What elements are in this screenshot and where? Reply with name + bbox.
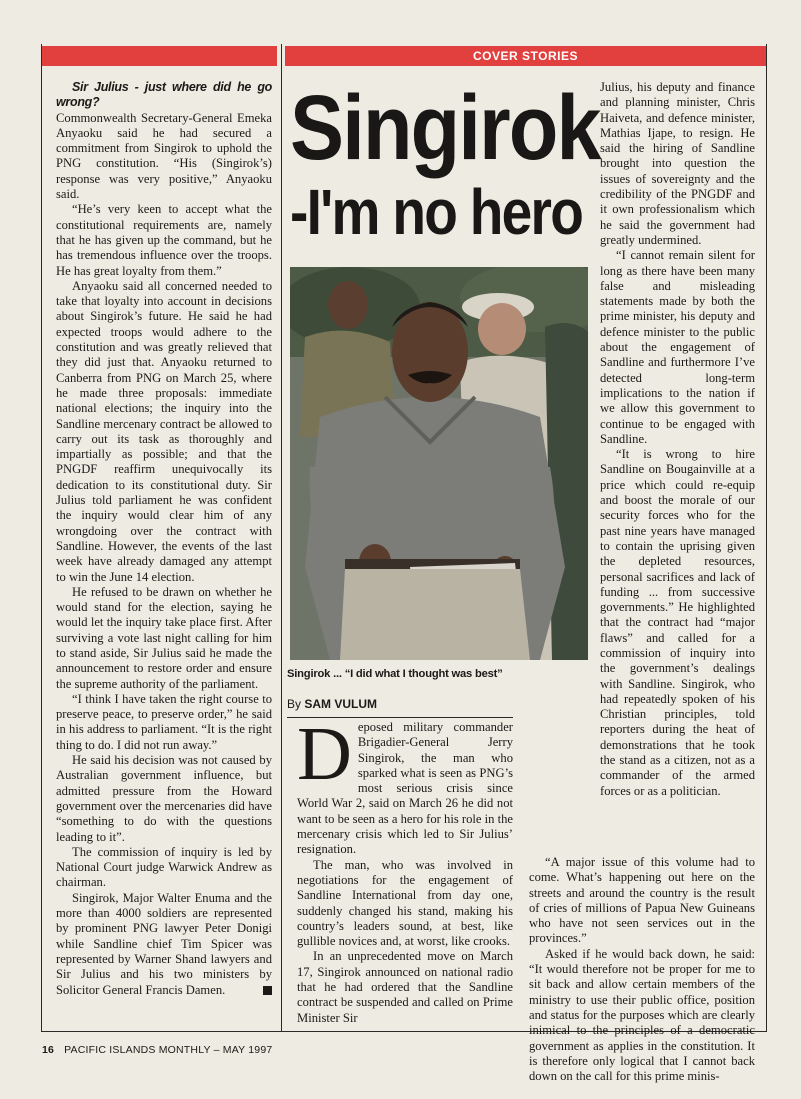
right-lower-column (529, 855, 755, 1084)
right-paragraph: “A major issue of this volume had to come. What’s happening out here on the streets and around the country is the result of cries of millions of Papua New Guineans who have not seen services out in the provinces.” (529, 855, 755, 946)
left-column (56, 80, 272, 998)
middle-paragraph: In an unprecedented move on March 17, Singirok announced on national radio that he had ordered that the Sandline contract be suspended and called on Prime Minister Sir (297, 949, 513, 1025)
left-paragraph: The commission of inquiry is led by National Court judge Warwick Andrew as chairman. (56, 844, 272, 890)
left-paragraph: “I think I have taken the right course to preserve peace, to preserve order,” he said in his address to parliament. “It is the right thing to do. I did not run away.” (56, 691, 272, 752)
right-paragraph: “It is wrong to hire Sandline on Bougainville at a price which could re-equip and boost the morale of our security forces who for the past nine years have managed to contain the uprising given the depleted resources, personal sacrifices and lack of funding ... from successive governments.” He highlighted that the contract had “major flaws” and called for a commission of inquiry into the government’s dealings with Sandline. Singirok, who had repeatedly spoken of his Christian principles, told reporters during the heat of demonstrations that he took the stand as a citizen, not as a commander of the armed forces or as a politician. (600, 447, 755, 798)
left-paragraph: “He’s very keen to accept what the constitutional requirements are, namely that he has given up the command, but he has tremendous influence over the troops. He has great loyalty from them.” (56, 202, 272, 278)
left-paragraph (56, 891, 272, 998)
right-border-rule (766, 44, 767, 1032)
left-border-rule (41, 44, 42, 1032)
left-paragraph: He refused to be drawn on whether he would stand for the election, saying he would let the inquiry take place first. After surviving a vote last night calling for him to stand aside, Sir Julius said he made the announcement to restore order and ensure the supreme authority of the parliament. (56, 584, 272, 691)
middle-paragraph-text: eposed military commander Brigadier-General Jerry Singirok, the man who sparked what is seen as PNG’s most serious crisis since World War 2, said on March 26 he did not want to be seen as a hero for his role in the mercenary crisis which led to Sir Julius’ resignation. (297, 720, 513, 857)
left-red-bar (42, 46, 277, 66)
byline-prefix: By (287, 697, 302, 711)
section-label: COVER STORIES (473, 49, 578, 63)
cover-photo (290, 267, 588, 660)
left-paragraph: Commonwealth Secretary-General Emeka Anyaoku said he had secured a commitment from Singirok to uphold the PNG constitution. “His (Singirok’s) response was very positive,” Anyaoku said. (56, 110, 272, 202)
middle-paragraph: The man, who was involved in negotiations for the engagement of Sandline International from day one, suddenly changed his stand, making his country’s leaders sound, at best, like gullible novices and, at worst, like crooks. (297, 857, 513, 949)
right-paragraph: “I cannot remain silent for long as there have been many false and misleading statements made by both the prime minister, his deputy and defence minister to the public about the engagement of Sandline and furthermore I’ve detected long-term implications to the nation if we allow this government to continue to be engaged with Sandline. (600, 248, 755, 446)
left-paragraph-text: Singirok, Major Walter Enuma and the more than 4000 soldiers are represented by prominent PNG lawyer Peter Donigi while Sandline chief Tim Spicer was represented by Warner Shand lawyers and Sir Julius and his two ministers by Solicitor General Francis Damen. (56, 890, 272, 997)
left-paragraph: He said his decision was not caused by Australian government influence, but admitted pressure from the Howard government over the mercenaries did have “something to do with the questions leading to it”. (56, 753, 272, 844)
page-number: 16 (42, 1044, 55, 1056)
byline-author: SAM VULUM (304, 697, 378, 711)
drop-cap: D (297, 712, 352, 796)
page-footer (42, 1044, 272, 1056)
middle-paragraph (297, 712, 513, 858)
section-header-bar (285, 46, 766, 66)
photo-illustration (290, 267, 588, 660)
right-paragraph: Asked if he would back down, he said: “It would therefore not be proper for me to sit back and allow certain members of the ministry to use their public office, position and status for the purposes which are clearly inimical to the principles of a democratic government as applies in the constitution. It is therefore only logical that I cannot back down on the call for this prime minis- (529, 946, 755, 1084)
middle-column (297, 712, 513, 1026)
headline-main: Singirok (290, 77, 600, 179)
publication-line: PACIFIC ISLANDS MONTHLY – MAY 1997 (64, 1044, 273, 1056)
headline (290, 77, 600, 248)
column-divider-rule (281, 44, 282, 1032)
headline-sub: -I'm no hero (290, 176, 583, 248)
right-column (600, 80, 755, 799)
right-paragraph: Julius, his deputy and finance and planning minister, Chris Haiveta, and defence minister, Mathias Ijape, to resign. He said the hiring of Sandline brought into question the issues of sovereignty and the credibility of the PNGDF and it own professionalism which he said the government had greatly undermined. (600, 80, 755, 247)
left-paragraph: Anyaoku said all concerned needed to take that loyalty into account in decisions about Singirok’s future. He said he had expected troops would adhere to the constitution and was greatly relieved that they did just that. Anyaoku returned to Canberra from PNG on March 25, where he made three proposals: immediate national elections; the inquiry into the Sandline mercenary contract be allowed to carry out its task as thoroughly and impartially as possible; and that the PNGDF reaffirm unequivocally its dedication to its constitutional duty. Sir Julius told parliament he was confident the inquiry would clear him of any wrongdoing over the contract with Sandline. However, the events of the last week have already damaged any attempt to win the June 14 election. (56, 278, 272, 584)
end-of-story-mark (263, 986, 272, 995)
photo-caption: Singirok ... “I did what I thought was best” (287, 668, 503, 680)
sidebar-kicker: Sir Julius - just where did he go wrong? (56, 80, 272, 110)
